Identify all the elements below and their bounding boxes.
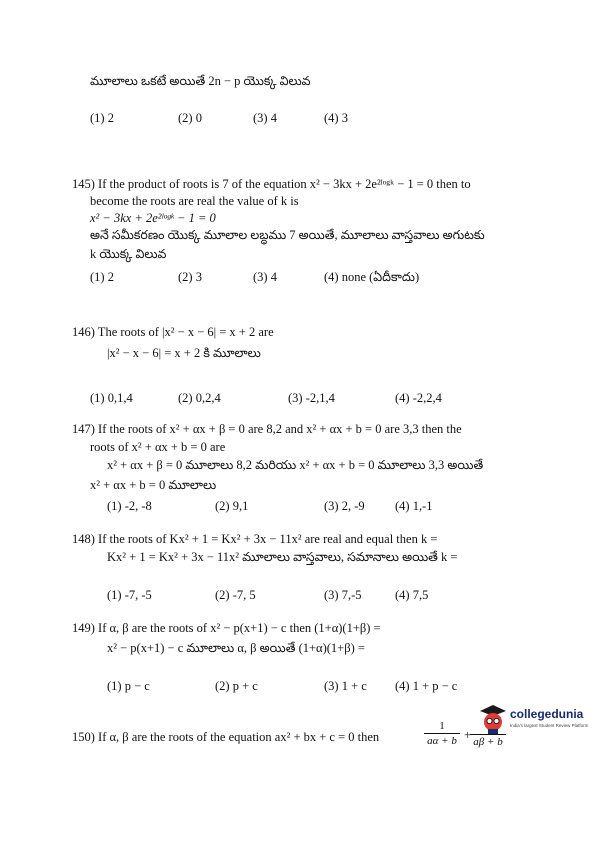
q146-stem-te: |x² − x − 6| = x + 2 కి మూలాలు — [107, 346, 261, 360]
q146-stem-en: 146) The roots of |x² − x − 6| = x + 2 are — [72, 325, 274, 339]
q145-option-2: (2) 3 — [178, 270, 202, 284]
q147-option-1: (1) -2, -8 — [107, 499, 152, 513]
q144-option-3: (3) 4 — [253, 111, 277, 125]
q144-option-1: (1) 2 — [90, 111, 114, 125]
q146-option-1: (1) 0,1,4 — [90, 391, 133, 405]
q150-fraction-1-denominator: aα + b — [427, 735, 457, 747]
q149-option-1: (1) p − c — [107, 679, 150, 693]
q144-option-2: (2) 0 — [178, 111, 202, 125]
q146-option-4: (4) -2,2,4 — [395, 391, 442, 405]
logo-wordmark: collegedunia — [510, 707, 584, 721]
q148-stem-en: 148) If the roots of Kx² + 1 = Kx² + 3x − 11x² are real and equal then k = — [72, 532, 438, 546]
q149-stem-en: 149) If α, β are the roots of x² − p(x+1) − c then (1+α)(1+β) = — [72, 621, 381, 635]
q145-stem-te-1: అనే సమీకరణం యొక్క మూలాల లబ్ధము 7 అయితే, మూలాలు వాస్తవాలు అగుటకు — [90, 228, 485, 242]
q144-stem: మూలాలు ఒకటే అయితే 2n − p యొక్క విలువ — [90, 74, 311, 88]
q144-option-4: (4) 3 — [324, 111, 348, 125]
q145-stem-en-2: become the roots are real the value of k is — [90, 194, 299, 208]
q145-stem-te-2: k యొక్క విలువ — [90, 247, 167, 261]
q148-option-1: (1) -7, -5 — [107, 588, 152, 602]
collegedunia-logo — [480, 705, 590, 745]
fraction-bar — [424, 733, 460, 734]
q148-option-4: (4) 7,5 — [395, 588, 429, 602]
q148-option-3: (3) 7,-5 — [324, 588, 362, 602]
q145-stem-en-1: 145) If the product of roots is 7 of the equation x² − 3kx + 2e²ˡᵒᵍᵏ − 1 = 0 then to — [72, 177, 471, 191]
q145-option-4: (4) none (ఏదీకాదు) — [324, 270, 420, 284]
q145-option-3: (3) 4 — [253, 270, 277, 284]
mascot-icon — [480, 705, 506, 735]
q147-option-3: (3) 2, -9 — [324, 499, 365, 513]
q147-option-4: (4) 1,-1 — [395, 499, 433, 513]
q150-stem-en: 150) If α, β are the roots of the equation ax² + bx + c = 0 then — [72, 730, 380, 744]
q148-option-2: (2) -7, 5 — [215, 588, 256, 602]
q148-stem-te: Kx² + 1 = Kx² + 3x − 11x² మూలాలు వాస్తవాలు, సమానాలు అయితే k = — [107, 550, 458, 564]
q147-stem-en-2: roots of x² + αx + b = 0 are — [90, 440, 226, 454]
q145-equation: x² − 3kx + 2e²ˡᵒᵍᵏ − 1 = 0 — [90, 211, 216, 225]
q146-option-3: (3) -2,1,4 — [288, 391, 335, 405]
q149-option-3: (3) 1 + c — [324, 679, 367, 693]
logo-tagline: India's largest Student Review Platform — [510, 723, 589, 728]
q146-option-2: (2) 0,2,4 — [178, 391, 221, 405]
q149-stem-te: x² − p(x+1) − c మూలాలు α, β అయితే (1+α)(1+β) = — [107, 641, 365, 655]
q147-stem-te-1: x² + αx + β = 0 మూలాలు 8,2 మరియు x² + αx + b = 0 మూలాలు 3,3 అయితే — [107, 458, 484, 472]
q150-fraction-2-denominator: aβ + b — [473, 736, 503, 748]
q147-stem-te-2: x² + αx + b = 0 మూలాలు — [90, 478, 217, 492]
q145-option-1: (1) 2 — [90, 270, 114, 284]
q150-fraction-1-numerator: 1 — [439, 720, 445, 732]
q149-option-2: (2) p + c — [215, 679, 258, 693]
q147-option-2: (2) 9,1 — [215, 499, 249, 513]
q150-fraction-1 — [424, 720, 460, 747]
q147-stem-en-1: 147) If the roots of x² + αx + β = 0 are 8,2 and x² + αx + b = 0 are 3,3 then the — [72, 422, 462, 436]
q150-plus-sign: + — [464, 728, 472, 742]
q149-option-4: (4) 1 + p − c — [395, 679, 458, 693]
